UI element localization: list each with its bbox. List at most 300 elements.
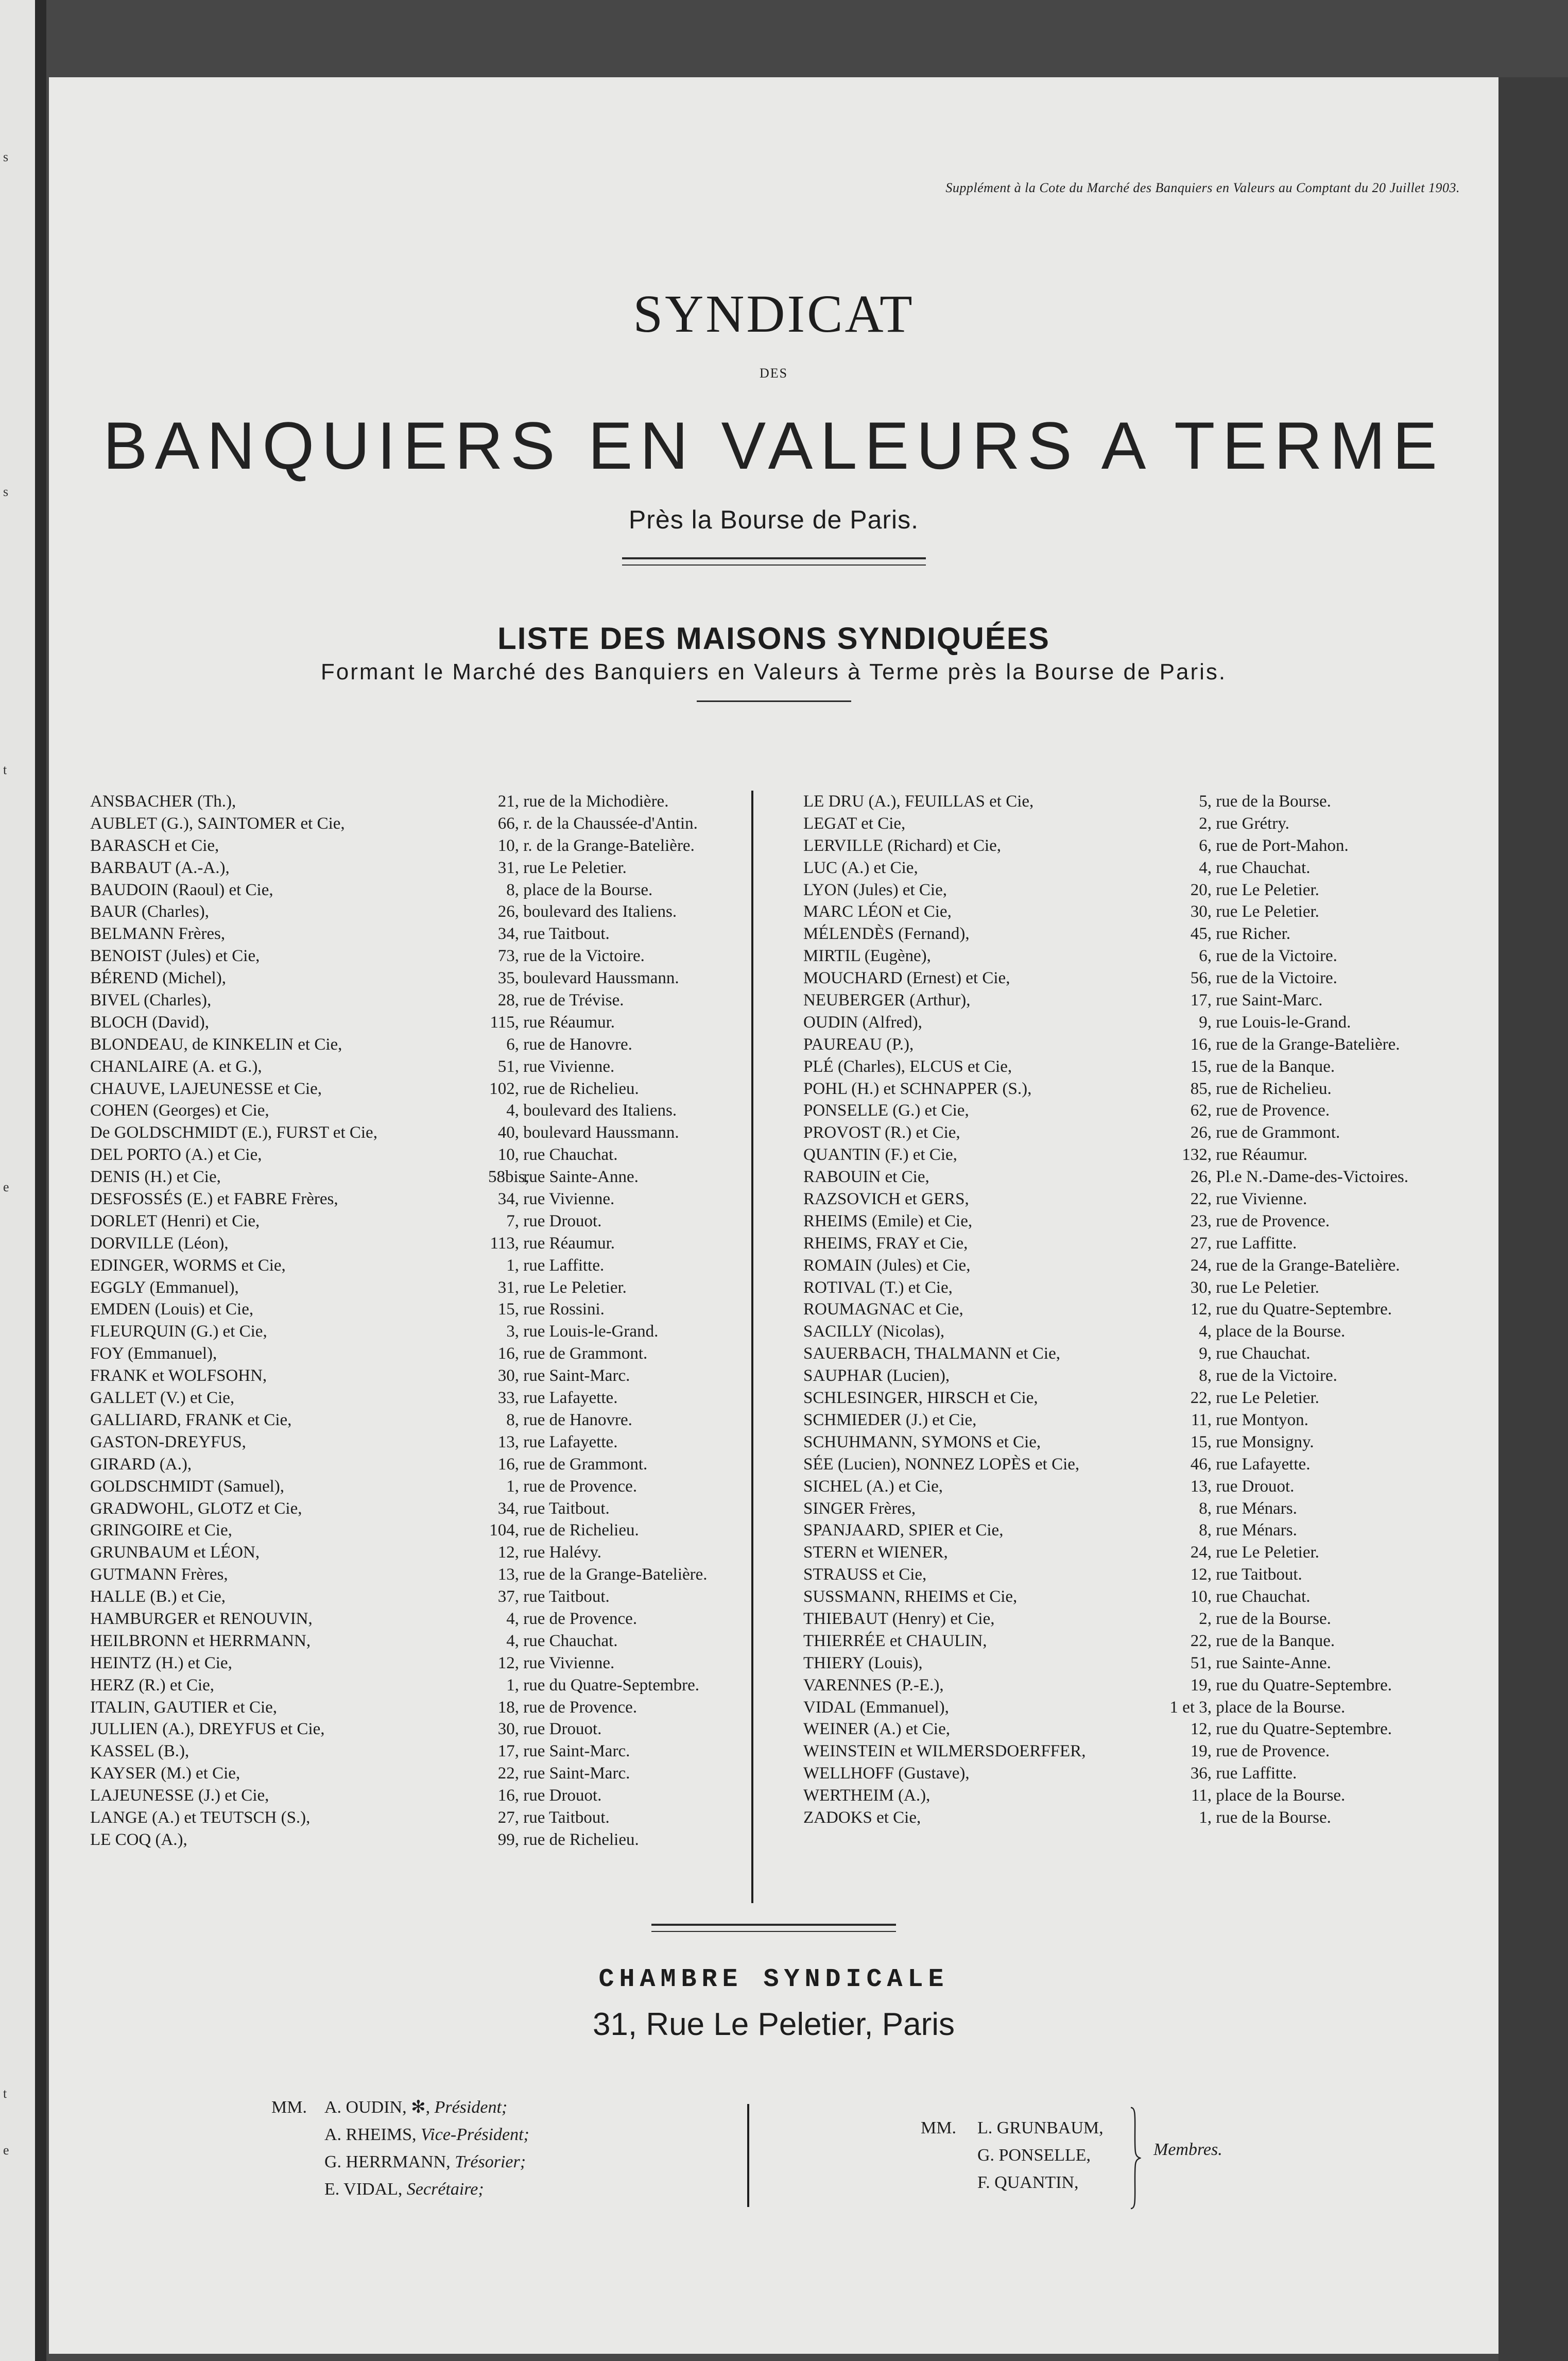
members-list-right: [803, 791, 1498, 1829]
street-name: rue du Quatre-Septembre.: [1216, 1300, 1392, 1319]
list-item: [803, 791, 1498, 813]
firm-address: [1160, 967, 1337, 989]
firm-address: [1160, 1763, 1297, 1785]
list-item: [90, 1078, 760, 1100]
street-name: rue de Grammont.: [523, 1344, 648, 1363]
street-number: 26,: [1190, 1123, 1212, 1142]
officer-row: [271, 2176, 529, 2203]
street-name: rue Ménars.: [1216, 1521, 1297, 1540]
list-item: [803, 1476, 1498, 1498]
street-number: 21,: [497, 792, 519, 811]
street-number: 9,: [1199, 1013, 1212, 1032]
firm-name: THIEBAUT (Henry) et Cie,: [803, 1609, 995, 1628]
street-number: 104,: [489, 1521, 519, 1540]
firm-address: [488, 1210, 601, 1233]
street-number: 51,: [497, 1057, 519, 1076]
list-item: [803, 1630, 1498, 1652]
members-list-left: [90, 791, 760, 1851]
street-name: place de la Bourse.: [1216, 1786, 1346, 1805]
firm-name: LE DRU (A.), FEUILLAS et Cie,: [803, 792, 1034, 811]
firm-name: MIRTIL (Eugène),: [803, 947, 931, 966]
street-name: boulevard des Italiens.: [523, 1101, 677, 1120]
street-name: place de la Bourse.: [1216, 1322, 1346, 1341]
street-number: 5,: [1199, 792, 1212, 811]
firm-address: [488, 1763, 630, 1785]
strip-mark: e: [3, 1179, 9, 1194]
list-item: [90, 1409, 760, 1431]
street-name: rue Taitbout.: [523, 1587, 610, 1606]
firm-address: [1160, 1740, 1330, 1763]
officers-separator: [747, 2104, 749, 2207]
main-title: BANQUIERS EN VALEURS A TERME: [102, 408, 1445, 483]
street-number: 45,: [1190, 925, 1212, 944]
list-title: LISTE DES MAISONS SYNDIQUÉES: [497, 621, 1050, 656]
street-number: 37,: [497, 1587, 519, 1606]
street-name: place de la Bourse.: [523, 880, 653, 899]
firm-name: EMDEN (Louis) et Cie,: [90, 1300, 254, 1319]
firm-address: [1160, 1321, 1345, 1343]
street-number: 15,: [1190, 1432, 1212, 1451]
street-name: rue de Richelieu.: [1216, 1079, 1332, 1098]
street-name: rue de la Bourse.: [1216, 1808, 1331, 1827]
firm-address: [1160, 1807, 1331, 1829]
street-name: boulevard Haussmann.: [523, 969, 679, 988]
firm-address: [488, 835, 695, 857]
firm-address: [488, 1697, 637, 1719]
brace-icon: [1129, 2107, 1141, 2210]
street-number: 6,: [1199, 947, 1212, 966]
list-item: [90, 1740, 760, 1763]
street-name: rue Grétry.: [1216, 814, 1289, 833]
firm-address: [1160, 1453, 1310, 1476]
members-prefix: MM.: [921, 2118, 956, 2137]
list-item: [90, 1829, 760, 1851]
list-item: [90, 1608, 760, 1630]
list-item: [90, 835, 760, 857]
street-name: boulevard Haussmann.: [523, 1123, 679, 1142]
firm-address: [1160, 1012, 1351, 1034]
street-number: 31,: [497, 1278, 519, 1297]
street-name: boulevard des Italiens.: [523, 902, 677, 921]
street-number: 12,: [1190, 1565, 1212, 1584]
firm-name: RAZSOVICH et GERS,: [803, 1190, 969, 1209]
street-name: rue Laffitte.: [523, 1256, 605, 1275]
list-item: [803, 945, 1498, 967]
street-number: 1,: [506, 1477, 519, 1496]
chambre-address: 31, Rue Le Peletier, Paris: [592, 2007, 955, 2042]
firm-address: [1160, 1188, 1307, 1210]
firm-address: [1160, 945, 1337, 967]
street-name: rue Saint-Marc.: [523, 1764, 630, 1783]
firm-name: RABOUIN et Cie,: [803, 1168, 929, 1187]
list-item: [90, 813, 760, 835]
list-item: [803, 1652, 1498, 1674]
street-number: 85,: [1190, 1079, 1212, 1098]
strip-mark: s: [3, 149, 9, 164]
street-number: 8,: [506, 880, 519, 899]
list-item: [803, 989, 1498, 1012]
street-number: 34,: [497, 1499, 519, 1518]
firm-address: [488, 1122, 679, 1144]
firm-name: HALLE (B.) et Cie,: [90, 1587, 226, 1606]
list-item: [90, 1210, 760, 1233]
officer-name: E. VIDAL,: [324, 2180, 403, 2199]
firm-name: SÉE (Lucien), NONNEZ LOPÈS et Cie,: [803, 1455, 1080, 1474]
firm-address: [488, 1519, 639, 1542]
list-item: [803, 1763, 1498, 1785]
street-number: 99,: [497, 1830, 519, 1849]
firm-address: [1160, 1277, 1319, 1299]
street-number: 102,: [489, 1079, 519, 1098]
street-number: 12,: [497, 1653, 519, 1672]
firm-name: SICHEL (A.) et Cie,: [803, 1477, 943, 1496]
firm-name: MARC LÉON et Cie,: [803, 902, 952, 921]
street-number: 4,: [506, 1101, 519, 1120]
officer-role: Vice-Président;: [421, 2125, 529, 2144]
street-number: 51,: [1190, 1653, 1212, 1672]
firm-name: HEINTZ (H.) et Cie,: [90, 1653, 232, 1672]
list-item: [90, 1652, 760, 1674]
street-number: 36,: [1190, 1764, 1212, 1783]
firm-name: GIRARD (A.),: [90, 1455, 192, 1474]
firm-address: [1160, 1122, 1340, 1144]
list-item: [90, 1718, 760, 1740]
street-name: r. de la Grange-Batelière.: [523, 836, 695, 855]
list-item: [90, 1630, 760, 1652]
firm-address: [488, 813, 698, 835]
street-number: 4,: [1199, 1322, 1212, 1341]
street-number: 132,: [1182, 1145, 1212, 1165]
scan-background: [1498, 77, 1568, 2361]
firm-address: [1160, 1233, 1297, 1255]
firm-name: SACILLY (Nicolas),: [803, 1322, 945, 1341]
officers-list: [271, 2094, 529, 2203]
officer-name: G. HERRMANN,: [324, 2152, 451, 2171]
firm-name: WELLHOFF (Gustave),: [803, 1764, 970, 1783]
firm-name: DENIS (H.) et Cie,: [90, 1168, 221, 1187]
firm-name: CHANLAIRE (A. et G.),: [90, 1057, 262, 1076]
firm-address: [1160, 1387, 1319, 1409]
firm-name: LEGAT et Cie,: [803, 814, 906, 833]
officer-row: [271, 2094, 529, 2121]
list-item: [90, 1542, 760, 1564]
list-item: [803, 1697, 1498, 1719]
street-name: rue Laffitte.: [1216, 1764, 1297, 1783]
street-number: 8,: [1199, 1366, 1212, 1385]
firm-name: DESFOSSÉS (E.) et FABRE Frères,: [90, 1190, 338, 1209]
firm-address: [488, 1100, 677, 1122]
firm-address: [1160, 1697, 1345, 1719]
street-name: rue Sainte-Anne.: [523, 1168, 639, 1187]
street-name: rue Drouot.: [523, 1211, 602, 1230]
list-item: [803, 1166, 1498, 1188]
list-item: [90, 1763, 760, 1785]
firm-address: [1160, 1652, 1331, 1674]
list-item: [90, 967, 760, 989]
street-name: rue Montyon.: [1216, 1410, 1308, 1429]
chambre-title: CHAMBRE SYNDICALE: [598, 1965, 949, 1994]
firm-name: BAUDOIN (Raoul) et Cie,: [90, 880, 273, 899]
list-item: [803, 1807, 1498, 1829]
street-number: 62,: [1190, 1101, 1212, 1120]
firm-name: DEL PORTO (A.) et Cie,: [90, 1145, 262, 1165]
street-name: rue de Provence.: [1216, 1101, 1330, 1120]
firm-name: De GOLDSCHMIDT (E.), FURST et Cie,: [90, 1123, 377, 1142]
street-name: rue de Richelieu.: [523, 1830, 639, 1849]
firm-name: GALLIARD, FRANK et Cie,: [90, 1410, 292, 1429]
street-number: 17,: [1190, 991, 1212, 1010]
list-item: [90, 1166, 760, 1188]
firm-address: [488, 989, 624, 1012]
firm-address: [488, 1056, 614, 1078]
street-name: rue du Quatre-Septembre.: [1216, 1675, 1392, 1695]
street-number: 30,: [1190, 1278, 1212, 1297]
firm-address: [1160, 1785, 1345, 1807]
list-item: [90, 1431, 760, 1453]
firm-address: [488, 1608, 637, 1630]
street-number: 46,: [1190, 1455, 1212, 1474]
firm-name: SCHLESINGER, HIRSCH et Cie,: [803, 1389, 1038, 1408]
street-number: 10,: [1190, 1587, 1212, 1606]
firm-name: ZADOKS et Cie,: [803, 1808, 921, 1827]
firm-address: [1160, 1476, 1294, 1498]
street-name: rue Saint-Marc.: [523, 1366, 630, 1385]
officer-role: Trésorier;: [455, 2152, 526, 2171]
officer-name: A. OUDIN, ✻,: [324, 2098, 430, 2117]
street-name: rue de Provence.: [1216, 1211, 1330, 1230]
firm-address: [1160, 1608, 1331, 1630]
list-item: [90, 901, 760, 923]
street-number: 1 et 3,: [1169, 1698, 1212, 1717]
list-item: [90, 1586, 760, 1608]
des-connector: DES: [759, 366, 788, 381]
street-name: rue Saint-Marc.: [1216, 991, 1323, 1010]
firm-address: [488, 857, 627, 879]
list-item: [803, 1012, 1498, 1034]
street-name: rue Vivienne.: [1216, 1190, 1307, 1209]
street-name: rue Drouot.: [1216, 1477, 1295, 1496]
firm-name: THIERY (Louis),: [803, 1653, 923, 1672]
firm-name: DORLET (Henri) et Cie,: [90, 1211, 260, 1230]
street-number: 18,: [497, 1698, 519, 1717]
firm-address: [1160, 1542, 1319, 1564]
list-item: [803, 1298, 1498, 1321]
street-name: rue Le Peletier.: [1216, 902, 1319, 921]
list-item: [90, 1365, 760, 1387]
street-name: place de la Bourse.: [1216, 1698, 1346, 1717]
firm-name: STERN et WIENER,: [803, 1543, 948, 1562]
street-name: rue Le Peletier.: [523, 858, 627, 877]
list-item: [803, 1542, 1498, 1564]
street-number: 17,: [497, 1742, 519, 1761]
firm-name: BÉREND (Michel),: [90, 969, 226, 988]
street-number: 4,: [506, 1631, 519, 1650]
member-name: G. PONSELLE,: [977, 2146, 1091, 2165]
firm-name: BARBAUT (A.-A.),: [90, 858, 230, 877]
street-name: rue de Hanovre.: [523, 1035, 632, 1054]
list-item: [803, 1608, 1498, 1630]
street-name: rue Drouot.: [523, 1720, 602, 1739]
street-name: rue de la Victoire.: [1216, 947, 1337, 966]
firm-address: [488, 1387, 617, 1409]
street-number: 34,: [497, 925, 519, 944]
firm-address: [1160, 1431, 1314, 1453]
firm-address: [488, 1255, 604, 1277]
firm-name: STRAUSS et Cie,: [803, 1565, 927, 1584]
street-number: 1,: [506, 1256, 519, 1275]
firm-address: [1160, 1409, 1308, 1431]
street-name: rue de la Banque.: [1216, 1631, 1335, 1650]
list-item: [803, 1233, 1498, 1255]
street-name: rue de Hanovre.: [523, 1410, 632, 1429]
firm-name: BARASCH et Cie,: [90, 836, 219, 855]
adjacent-page-strip: [0, 0, 35, 2361]
firm-address: [488, 1586, 610, 1608]
firm-address: [488, 1365, 630, 1387]
street-name: rue de Richelieu.: [523, 1079, 639, 1098]
street-name: rue Réaumur.: [523, 1013, 615, 1032]
column-separator: [751, 791, 753, 1903]
firm-address: [488, 1564, 708, 1586]
street-number: 113,: [490, 1234, 519, 1253]
street-number: 15,: [497, 1300, 519, 1319]
street-number: 115,: [490, 1013, 519, 1032]
firm-name: HEILBRONN et HERRMANN,: [90, 1631, 311, 1650]
firm-address: [1160, 1343, 1311, 1365]
list-item: [803, 1785, 1498, 1807]
street-name: rue Le Peletier.: [1216, 880, 1319, 899]
firm-name: LANGE (A.) et TEUTSCH (S.),: [90, 1808, 311, 1827]
syndicat-heading: SYNDICAT: [633, 284, 915, 344]
firm-name: BELMANN Frères,: [90, 925, 226, 944]
officer-row: [271, 2148, 529, 2176]
firm-name: ROTIVAL (T.) et Cie,: [803, 1278, 953, 1297]
street-name: rue de Trévise.: [523, 991, 624, 1010]
firm-address: [1160, 1144, 1307, 1166]
list-item: [90, 1476, 760, 1498]
street-name: rue Le Peletier.: [1216, 1278, 1319, 1297]
list-item: [803, 1564, 1498, 1586]
street-number: 8,: [506, 1410, 519, 1429]
list-item: [90, 1785, 760, 1807]
list-item: [803, 1674, 1498, 1697]
firm-name: CHAUVE, LAJEUNESSE et Cie,: [90, 1079, 322, 1098]
street-name: rue du Quatre-Septembre.: [523, 1675, 700, 1695]
list-item: [803, 901, 1498, 923]
firm-address: [488, 901, 677, 923]
firm-name: NEUBERGER (Arthur),: [803, 991, 971, 1010]
street-name: rue Lafayette.: [523, 1432, 618, 1451]
list-item: [803, 1210, 1498, 1233]
list-item: [90, 1453, 760, 1476]
list-item: [803, 1431, 1498, 1453]
strip-mark: e: [3, 2143, 9, 2158]
firm-address: [1160, 1166, 1408, 1188]
street-number: 12,: [1190, 1300, 1212, 1319]
firm-name: HERZ (R.) et Cie,: [90, 1675, 215, 1695]
street-number: 35,: [497, 969, 519, 988]
list-item: [90, 1564, 760, 1586]
list-item: [90, 1298, 760, 1321]
firm-address: [488, 1409, 632, 1431]
street-number: 19,: [1190, 1742, 1212, 1761]
street-number: 22,: [497, 1764, 519, 1783]
list-item: [803, 1453, 1498, 1476]
firm-address: [488, 1674, 699, 1697]
firm-address: [488, 1034, 632, 1056]
location-subtitle: Près la Bourse de Paris.: [628, 505, 919, 534]
firm-name: KASSEL (B.),: [90, 1742, 189, 1761]
street-number: 13,: [497, 1565, 519, 1584]
firm-address: [488, 945, 645, 967]
list-item: [90, 1100, 760, 1122]
firm-address: [1160, 1564, 1302, 1586]
street-number: 9,: [1199, 1344, 1212, 1363]
firm-address: [1160, 813, 1289, 835]
street-number: 2,: [1199, 814, 1212, 833]
firm-address: [1160, 1255, 1400, 1277]
firm-name: SCHUHMANN, SYMONS et Cie,: [803, 1432, 1041, 1451]
firm-address: [488, 1740, 630, 1763]
firm-name: AUBLET (G.), SAINTOMER et Cie,: [90, 814, 345, 833]
strip-mark: s: [3, 484, 9, 499]
street-name: rue Chauchat.: [1216, 1344, 1311, 1363]
street-name: rue Monsigny.: [1216, 1432, 1314, 1451]
list-item: [90, 1233, 760, 1255]
list-item: [803, 1387, 1498, 1409]
firm-name: BENOIST (Jules) et Cie,: [90, 947, 260, 966]
firm-address: [488, 1166, 639, 1188]
street-name: rue Le Peletier.: [1216, 1389, 1319, 1408]
street-name: rue de la Grange-Batelière.: [1216, 1035, 1400, 1054]
street-number: 15,: [1190, 1057, 1212, 1076]
firm-address: [488, 1453, 647, 1476]
strip-mark: t: [3, 2086, 7, 2101]
firm-name: SPANJAARD, SPIER et Cie,: [803, 1521, 1004, 1540]
firm-name: ROMAIN (Jules) et Cie,: [803, 1256, 971, 1275]
firm-name: GOLDSCHMIDT (Samuel),: [90, 1477, 285, 1496]
member-row: [921, 2169, 1104, 2196]
street-name: rue Lafayette.: [1216, 1455, 1311, 1474]
list-item: [803, 1078, 1498, 1100]
firm-address: [488, 1785, 601, 1807]
street-number: 66,: [497, 814, 519, 833]
member-row: [921, 2114, 1104, 2142]
street-number: 30,: [497, 1366, 519, 1385]
firm-address: [1160, 923, 1290, 945]
firm-name: SCHMIEDER (J.) et Cie,: [803, 1410, 977, 1429]
street-number: 40,: [497, 1123, 519, 1142]
firm-name: FLEURQUIN (G.) et Cie,: [90, 1322, 267, 1341]
street-name: rue Le Peletier.: [523, 1278, 627, 1297]
street-number: 8,: [1199, 1521, 1212, 1540]
street-number: 27,: [497, 1808, 519, 1827]
list-item: [90, 1498, 760, 1520]
firm-name: LAJEUNESSE (J.) et Cie,: [90, 1786, 269, 1805]
street-number: 58bis,: [488, 1168, 529, 1187]
street-number: 13,: [497, 1432, 519, 1451]
street-name: rue de la Michodière.: [523, 792, 669, 811]
firm-name: RHEIMS, FRAY et Cie,: [803, 1234, 968, 1253]
list-item: [90, 879, 760, 901]
binding-shadow: [35, 0, 46, 2361]
street-number: 4,: [506, 1609, 519, 1628]
list-item: [803, 1144, 1498, 1166]
firm-address: [488, 1542, 601, 1564]
firm-name: ITALIN, GAUTIER et Cie,: [90, 1698, 278, 1717]
firm-name: WEINER (A.) et Cie,: [803, 1720, 950, 1739]
firm-name: ANSBACHER (Th.),: [90, 792, 236, 811]
